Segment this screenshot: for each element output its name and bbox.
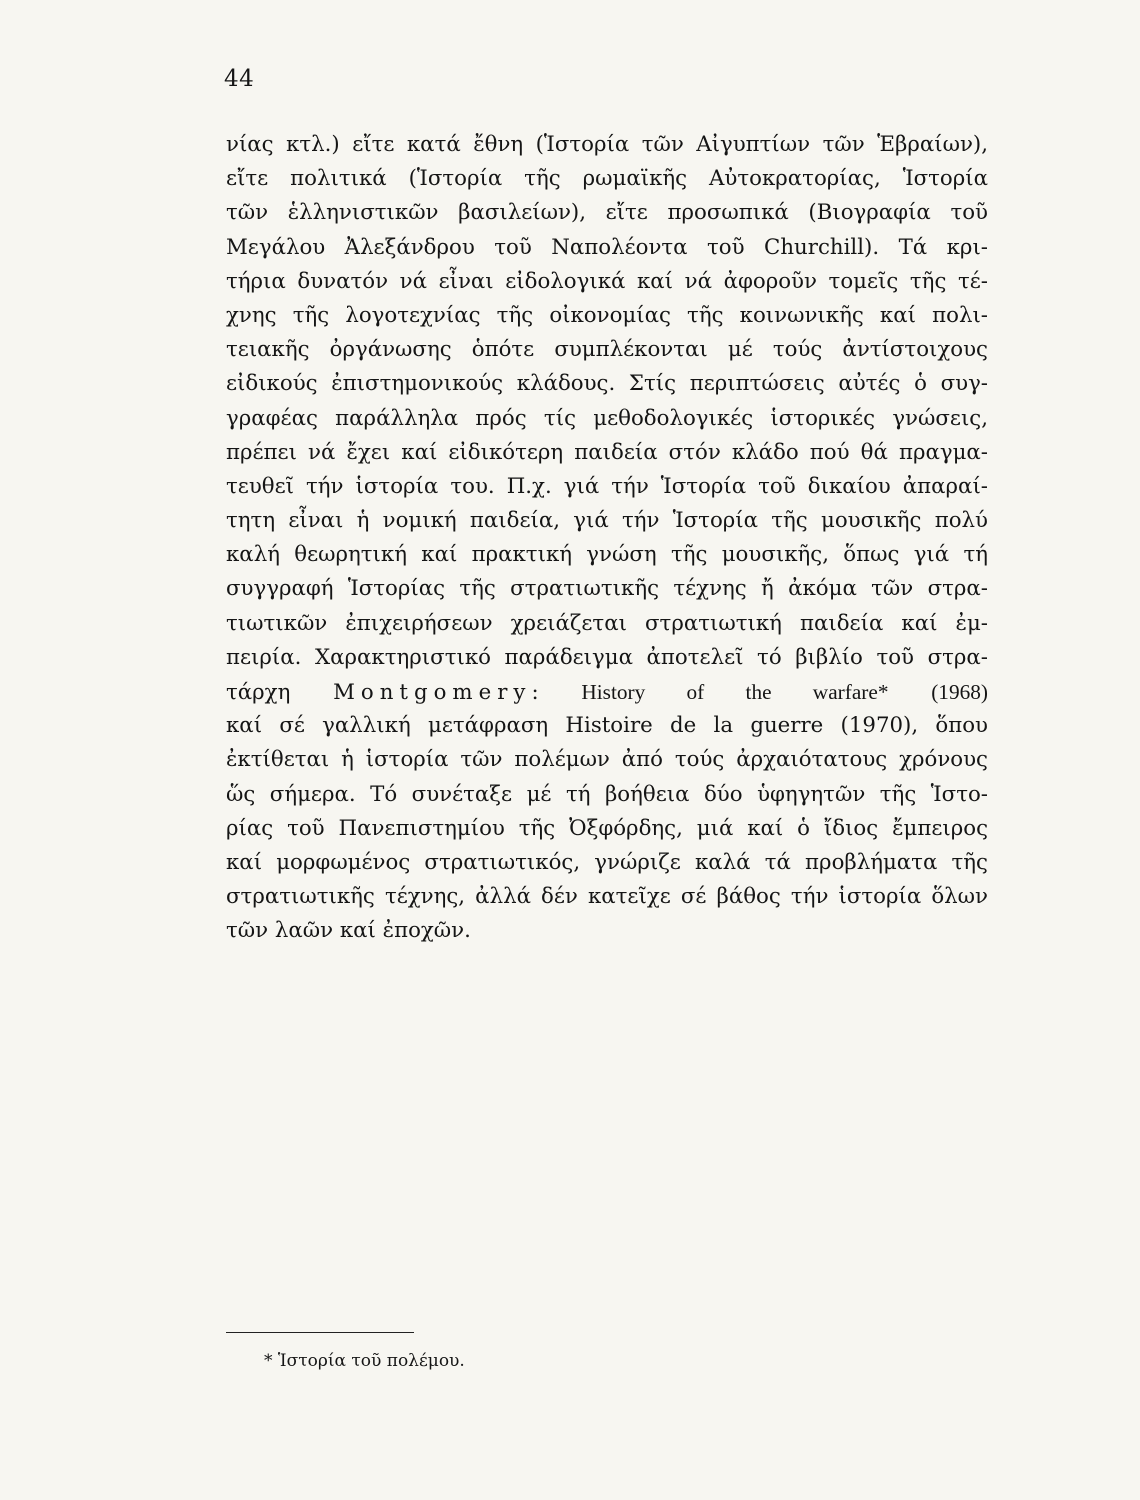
text-fragment: τάρχη bbox=[226, 680, 291, 705]
text-line: ἐκτίθεται ἡ ἱστορία τῶν πολέμων ἀπό τούς ἀρχαιότατους χρόνους bbox=[226, 747, 988, 773]
colon: : bbox=[531, 680, 539, 705]
text-line: ρίας τοῦ Πανεπιστημίου τῆς Ὀξφόρδης, μιά καί ὁ ἴδιος ἔμπειρος bbox=[226, 815, 988, 841]
text-line: καί σέ γαλλική μετάφραση Histoire de la guerre (1970), ὅπου bbox=[226, 713, 988, 739]
text-line: καλή θεωρητική καί πρακτική γνώση τῆς μουσικῆς, ὅπως γιά τή bbox=[226, 542, 988, 568]
bleed-through bbox=[232, 950, 992, 984]
text-line: γραφέας παράλληλα πρός τίς μεθοδολογικές ἱστορικές γνώσεις, bbox=[226, 405, 988, 431]
text-line: Μεγάλου Ἀλεξάνδρου τοῦ Ναπολέοντα τοῦ Churchill). Τά κρι- bbox=[226, 234, 988, 260]
text-line: τῶν ἑλληνιστικῶν βασιλείων), εἴτε προσωπικά (Βιογραφία τοῦ bbox=[226, 200, 988, 226]
author-name: Montgomery bbox=[333, 680, 532, 705]
footnote: * Ἱστορία τοῦ πολέμου. bbox=[264, 1351, 465, 1371]
text-line: νίας κτλ.) εἴτε κατά ἔθνη (Ἱστορία τῶν Αἰγυπτίων τῶν Ἑβραίων), bbox=[226, 132, 988, 157]
book-year: (1968) bbox=[931, 680, 988, 704]
text-line: τειακῆς ὀργάνωσης ὁπότε συμπλέκονται μέ τούς ἀντίστοιχους bbox=[226, 337, 988, 363]
text-line: πρέπει νά ἔχει καί εἰδικότερη παιδεία στόν κλάδο πού θά πραγμα- bbox=[226, 439, 988, 465]
page-number: 44 bbox=[224, 66, 255, 92]
text-line: εἰδικούς ἐπιστημονικούς κλάδους. Στίς περιπτώσεις αὐτές ὁ συγ- bbox=[226, 371, 988, 397]
text-line: ὥς σήμερα. Τό συνέταξε μέ τή βοήθεια δύο ὑφηγητῶν τῆς Ἱστο- bbox=[226, 781, 988, 807]
text-line: τιωτικῶν ἐπιχειρήσεων χρειάζεται στρατιωτική παιδεία καί ἐμ- bbox=[226, 610, 988, 636]
text-line: συγγραφή Ἱστορίας τῆς στρατιωτικῆς τέχνης ἤ ἀκόμα τῶν στρα- bbox=[226, 576, 988, 602]
book-title: History of the warfare* bbox=[581, 680, 889, 704]
text-line: τήρια δυνατόν νά εἶναι εἰδολογικά καί νά ἀφοροῦν τομεῖς τῆς τέ- bbox=[226, 268, 988, 294]
text-line: χνης τῆς λογοτεχνίας τῆς οἰκονομίας τῆς κοινωνικῆς καί πολι- bbox=[226, 302, 988, 328]
text-line: τευθεῖ τήν ἱστορία του. Π.χ. γιά τήν Ἱστορία τοῦ δικαίου ἀπαραί- bbox=[226, 473, 988, 499]
text-line: τητη εἶναι ἡ νομική παιδεία, γιά τήν Ἱστορία τῆς μουσικῆς πολύ bbox=[226, 508, 988, 534]
footnote-rule bbox=[226, 1332, 414, 1333]
text-line: καί μορφωμένος στρατιωτικός, γνώριζε καλά τά προβλήματα τῆς bbox=[226, 849, 988, 875]
text-line: εἴτε πολιτικά (Ἱστορία τῆς ρωμαϊκῆς Αὐτοκρατορίας, Ἱστορία bbox=[226, 166, 988, 192]
text-line: πειρία. Χαρακτηριστικό παράδειγμα ἀποτελεῖ τό βιβλίο τοῦ στρα- bbox=[226, 644, 988, 670]
text-line: στρατιωτικῆς τέχνης, ἀλλά δέν κατεῖχε σέ βάθος τήν ἱστορία ὅλων bbox=[226, 884, 988, 910]
body-text bbox=[226, 128, 988, 949]
text-line: τῶν λαῶν καί ἐποχῶν. bbox=[226, 918, 471, 944]
text-line-montgomery bbox=[226, 675, 988, 709]
